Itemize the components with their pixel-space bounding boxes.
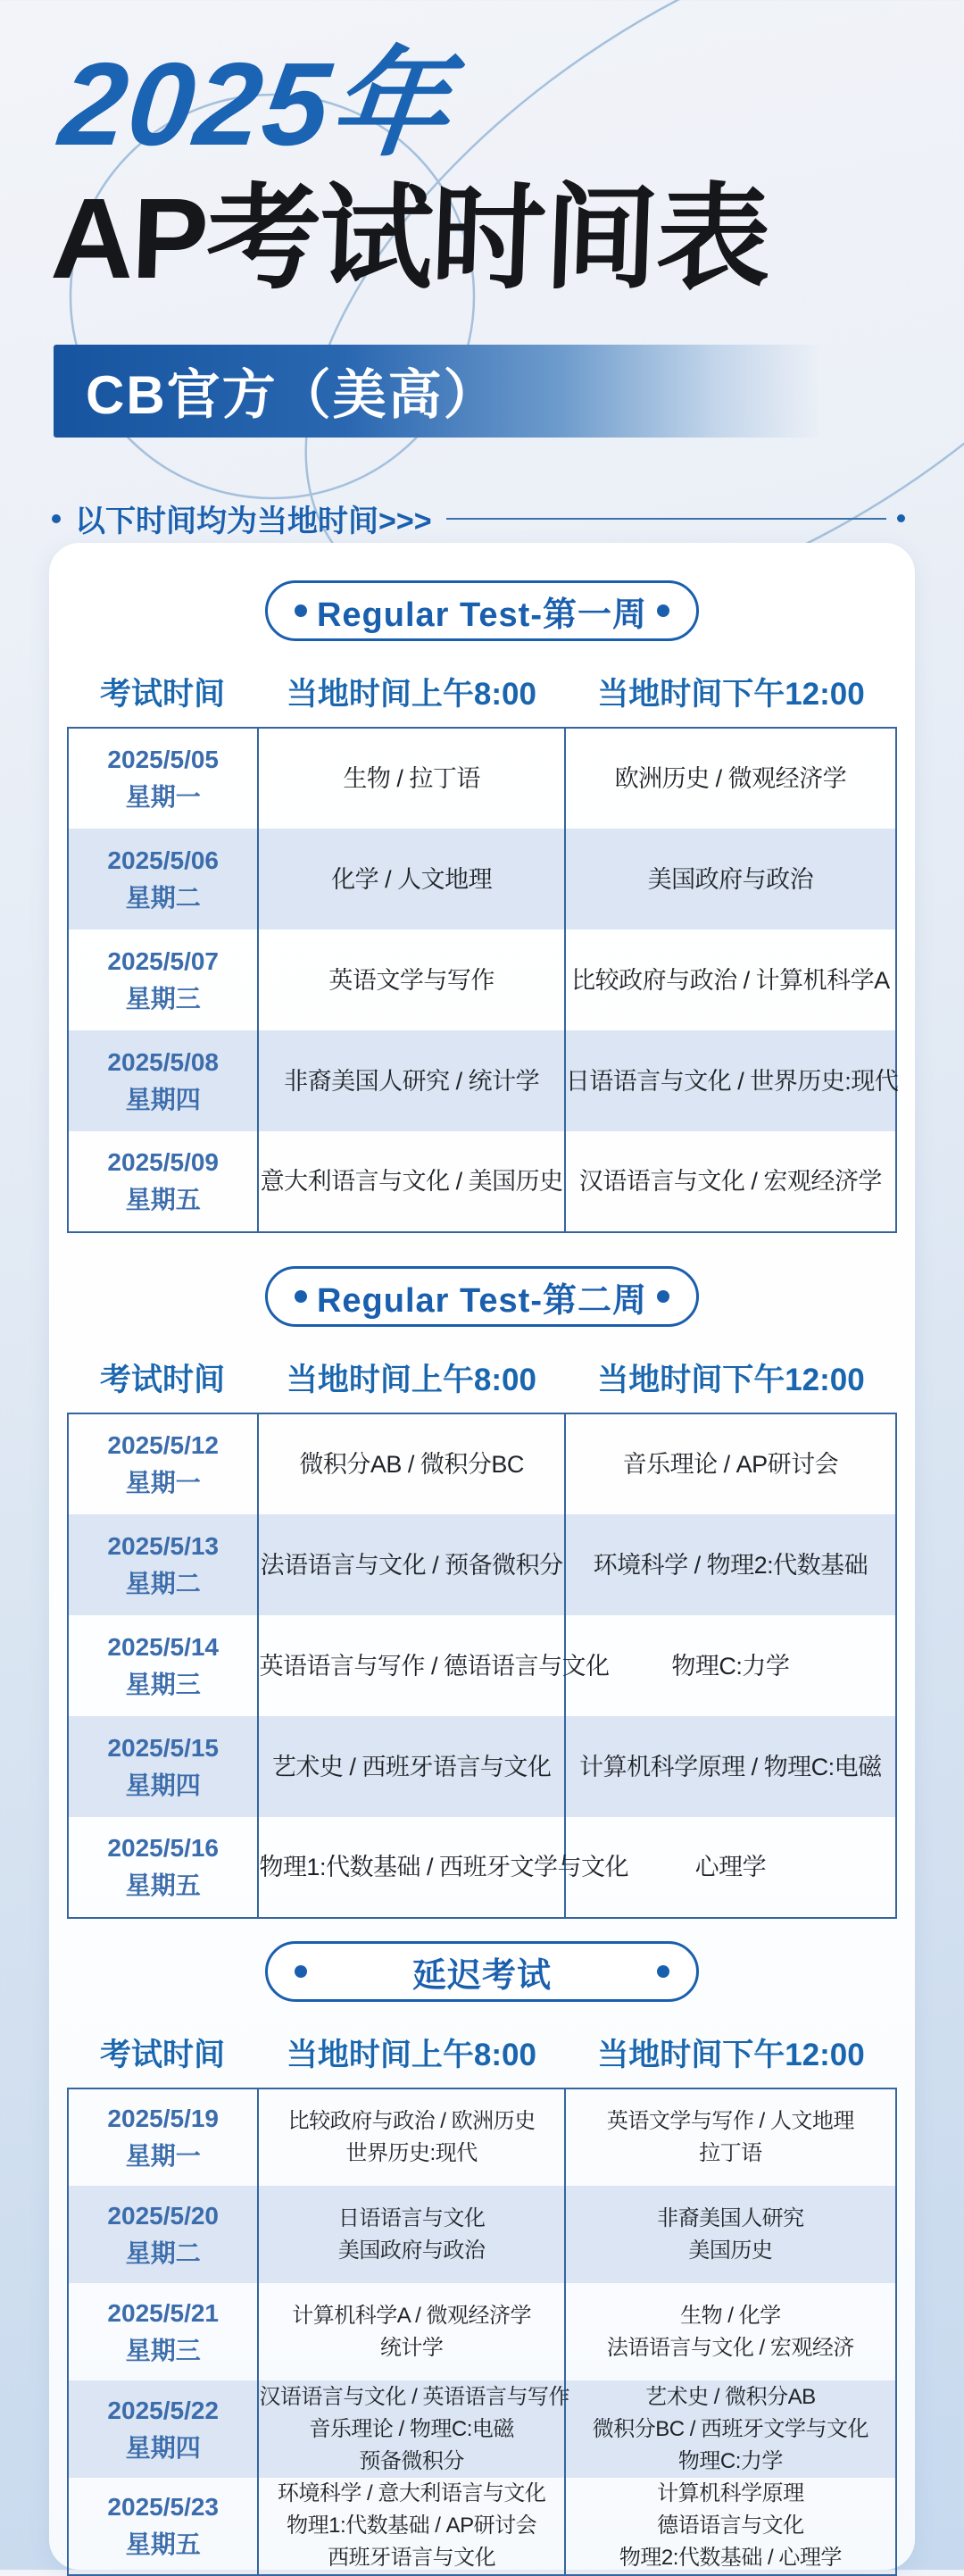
date-cell	[68, 1030, 258, 1131]
pm-cell	[565, 1030, 899, 1131]
section-pill-label: 延迟考试	[411, 1956, 552, 1995]
exam-line: 计算机科学原理	[657, 2481, 804, 2505]
section-pill-label: Regular Test-第一周	[316, 596, 647, 634]
pm-cell	[565, 1514, 896, 1615]
date-text: 2025/5/22	[107, 2396, 219, 2424]
table-row	[68, 930, 896, 1030]
date-text: 2025/5/06	[107, 846, 219, 874]
table-row	[68, 728, 896, 829]
date-text: 2025/5/05	[107, 746, 219, 773]
weekday-text: 星期五	[125, 1872, 201, 1899]
exam-line: 比较政府与政治 / 计算机科学A	[571, 966, 890, 994]
am-cell	[258, 930, 564, 1030]
pm-cell	[565, 2186, 896, 2283]
date-cell	[68, 728, 258, 829]
pm-cell	[565, 1716, 896, 1817]
exam-line: 英语文学与写作	[328, 966, 494, 994]
weekday-text: 星期二	[125, 1569, 201, 1597]
am-cell	[258, 2478, 564, 2575]
table-row	[68, 2478, 896, 2575]
date-cell	[68, 2088, 258, 2186]
am-cell	[258, 2283, 564, 2380]
header	[0, 0, 964, 543]
pill-dot-icon	[657, 1290, 669, 1303]
bullet-dot-icon	[897, 514, 905, 522]
exam-line: 物理1:代数基础 / AP研讨会	[287, 2513, 537, 2538]
date-text: 2025/5/19	[107, 2105, 219, 2132]
column-header-time: 考试时间	[99, 1363, 225, 1397]
exam-line: 微积分AB / 微积分BC	[299, 1451, 524, 1478]
section-week2	[49, 1266, 915, 1919]
column-headers	[67, 1355, 897, 1400]
schedule-table-week2	[67, 1413, 897, 1919]
page-title-year: 2025年	[54, 38, 458, 170]
schedule-card	[49, 543, 915, 2570]
exam-line: 艺术史 / 微积分AB	[645, 2384, 816, 2409]
exam-line: 美国历史	[688, 2238, 773, 2263]
column-header-time: 考试时间	[99, 677, 225, 712]
pill-dot-icon	[295, 1290, 307, 1303]
pm-cell	[565, 1413, 896, 1514]
am-cell	[258, 728, 564, 829]
weekday-text: 星期三	[125, 2336, 201, 2364]
exam-line: 物理C:力学	[677, 2448, 783, 2473]
table-row	[68, 829, 896, 930]
column-headers	[67, 2030, 897, 2075]
source-badge	[54, 345, 821, 438]
exam-line: 德语语言与文化	[657, 2513, 804, 2538]
schedule-table-late	[67, 2088, 897, 2576]
table-row	[68, 1817, 896, 1918]
exam-line: 汉语语言与文化 / 宏观经济学	[578, 1168, 882, 1195]
exam-line: 英语语言与写作 / 德语语言与文化	[259, 1652, 610, 1680]
exam-line: 美国政府与政治	[647, 865, 814, 893]
table-row	[68, 1413, 896, 1514]
table-row	[68, 2380, 896, 2478]
exam-line: 音乐理论 / AP研讨会	[622, 1451, 839, 1478]
date-cell	[68, 829, 258, 930]
schedule-table-week1	[67, 727, 897, 1233]
exam-line: 物理C:力学	[671, 1652, 790, 1680]
date-cell	[68, 2380, 258, 2478]
column-header-morning: 当地时间上午8:00	[286, 677, 536, 712]
pm-cell	[565, 930, 896, 1030]
am-cell	[258, 1716, 564, 1817]
pill-dot-icon	[295, 1965, 307, 1978]
am-cell	[258, 1615, 610, 1716]
date-text: 2025/5/16	[107, 1834, 219, 1862]
weekday-text: 星期三	[125, 1670, 201, 1698]
date-cell	[68, 1817, 258, 1918]
pm-cell	[565, 2283, 896, 2380]
pm-cell	[565, 2380, 896, 2478]
date-text: 2025/5/23	[107, 2493, 219, 2521]
exam-line: 统计学	[379, 2335, 444, 2360]
exam-line: 物理1:代数基础 / 西班牙文学与文化	[259, 1854, 628, 1880]
pm-cell	[565, 2088, 896, 2186]
timezone-note	[52, 496, 905, 540]
page-title-main: AP考试时间表	[49, 175, 771, 303]
column-header-afternoon: 当地时间下午12:00	[597, 2038, 865, 2072]
bullet-dot-icon	[52, 514, 61, 523]
date-text: 2025/5/21	[107, 2298, 219, 2327]
section-pill-week2	[265, 1266, 699, 1327]
date-text: 2025/5/08	[107, 1047, 219, 1076]
pm-cell	[565, 1615, 896, 1716]
table-row	[68, 1615, 896, 1716]
exam-line: 日语语言与文化 / 世界历史:现代	[565, 1067, 899, 1095]
date-cell	[68, 2478, 258, 2575]
exam-line: 日语语言与文化	[337, 2205, 486, 2230]
exam-line: 欧洲历史 / 微观经济学	[614, 765, 847, 792]
weekday-text: 星期一	[125, 783, 201, 811]
exam-line: 微积分BC / 西班牙文学与文化	[592, 2416, 869, 2441]
column-header-morning: 当地时间上午8:00	[286, 2038, 536, 2072]
exam-line: 西班牙语言与文化	[328, 2546, 496, 2570]
timezone-note-text: 以下时间均为当地时间>>>	[75, 504, 432, 538]
date-cell	[68, 1615, 258, 1716]
exam-line: 法语语言与文化 / 预备微积分	[260, 1551, 563, 1579]
exam-line: 生物 / 拉丁语	[343, 765, 480, 792]
am-cell	[258, 1413, 564, 1514]
exam-line: 比较政府与政治 / 欧洲历史	[287, 2109, 536, 2133]
date-text: 2025/5/14	[107, 1632, 219, 1661]
date-cell	[68, 930, 258, 1030]
am-cell	[258, 2380, 569, 2478]
weekday-text: 星期四	[125, 2433, 201, 2462]
table-row	[68, 1514, 896, 1615]
exam-line: 心理学	[694, 1854, 767, 1880]
exam-line: 化学 / 人文地理	[331, 865, 493, 893]
column-header-afternoon: 当地时间下午12:00	[597, 677, 865, 712]
weekday-text: 星期五	[125, 2530, 201, 2558]
column-header-afternoon: 当地时间下午12:00	[597, 1363, 865, 1397]
section-late-testing	[49, 1941, 915, 2576]
am-cell	[258, 1817, 628, 1918]
exam-line: 艺术史 / 西班牙语言与文化	[271, 1753, 552, 1780]
date-text: 2025/5/13	[107, 1531, 219, 1560]
weekday-text: 星期四	[125, 1085, 201, 1113]
date-cell	[68, 2283, 258, 2380]
exam-line: 计算机科学A / 微观经济学	[292, 2303, 531, 2328]
section-pill-late	[265, 1941, 699, 2002]
exam-line: 非裔美国人研究	[657, 2205, 804, 2230]
exam-line: 物理2:代数基础 / 心理学	[619, 2546, 842, 2570]
pill-dot-icon	[295, 604, 307, 617]
date-text: 2025/5/12	[107, 1431, 219, 1459]
exam-line: 意大利语言与文化 / 美国历史	[260, 1168, 563, 1195]
exam-line: 英语文学与写作 / 人文地理	[606, 2109, 854, 2133]
date-cell	[68, 1413, 258, 1514]
am-cell	[258, 2186, 564, 2283]
section-pill-week1	[265, 580, 699, 641]
exam-line: 美国政府与政治	[337, 2238, 486, 2263]
pill-dot-icon	[657, 604, 669, 617]
am-cell	[258, 2088, 564, 2186]
exam-line: 环境科学 / 意大利语言与文化	[277, 2481, 546, 2505]
am-cell	[258, 1514, 564, 1615]
pm-cell	[565, 1131, 896, 1232]
weekday-text: 星期四	[125, 1771, 201, 1799]
am-cell	[258, 1131, 564, 1232]
table-row	[68, 2088, 896, 2186]
weekday-text: 星期二	[125, 2238, 201, 2267]
date-text: 2025/5/07	[107, 946, 219, 975]
date-text: 2025/5/15	[107, 1733, 219, 1762]
column-headers	[67, 670, 897, 714]
weekday-text: 星期一	[125, 1469, 201, 1496]
exam-line: 世界历史:现代	[345, 2141, 478, 2165]
exam-line: 预备微积分	[359, 2448, 464, 2473]
exam-line: 音乐理论 / 物理C:电磁	[309, 2416, 514, 2441]
date-cell	[68, 1131, 258, 1232]
pill-dot-icon	[657, 1965, 669, 1978]
weekday-text: 星期一	[125, 2142, 201, 2170]
am-cell	[258, 1030, 564, 1131]
pm-cell	[565, 728, 896, 829]
date-text: 2025/5/20	[107, 2201, 219, 2230]
exam-line: 拉丁语	[699, 2141, 762, 2165]
column-header-time: 考试时间	[99, 2038, 225, 2072]
weekday-text: 星期五	[125, 1186, 201, 1213]
date-text: 2025/5/09	[107, 1148, 219, 1176]
table-row	[68, 2283, 896, 2380]
column-header-morning: 当地时间上午8:00	[286, 1363, 536, 1397]
exam-line: 汉语语言与文化 / 英语语言与写作	[259, 2384, 569, 2409]
note-divider	[446, 518, 886, 520]
weekday-text: 星期二	[125, 883, 201, 912]
exam-line: 计算机科学原理 / 物理C:电磁	[579, 1753, 882, 1780]
section-week1	[49, 580, 915, 1233]
table-row	[68, 2186, 896, 2283]
exam-line: 环境科学 / 物理2:代数基础	[593, 1551, 868, 1579]
table-row	[68, 1131, 896, 1232]
exam-line: 法语语言与文化 / 宏观经济	[606, 2335, 854, 2360]
table-row	[68, 1716, 896, 1817]
pm-cell	[565, 2478, 896, 2575]
date-cell	[68, 1514, 258, 1615]
am-cell	[258, 829, 564, 930]
section-pill-label: Regular Test-第二周	[316, 1281, 647, 1320]
pm-cell	[565, 829, 896, 930]
source-badge-label: CB官方（美高）	[86, 365, 499, 425]
weekday-text: 星期三	[125, 984, 201, 1013]
exam-line: 生物 / 化学	[680, 2303, 781, 2328]
exam-line: 非裔美国人研究 / 统计学	[284, 1067, 540, 1095]
table-row	[68, 1030, 896, 1131]
date-cell	[68, 1716, 258, 1817]
date-cell	[68, 2186, 258, 2283]
